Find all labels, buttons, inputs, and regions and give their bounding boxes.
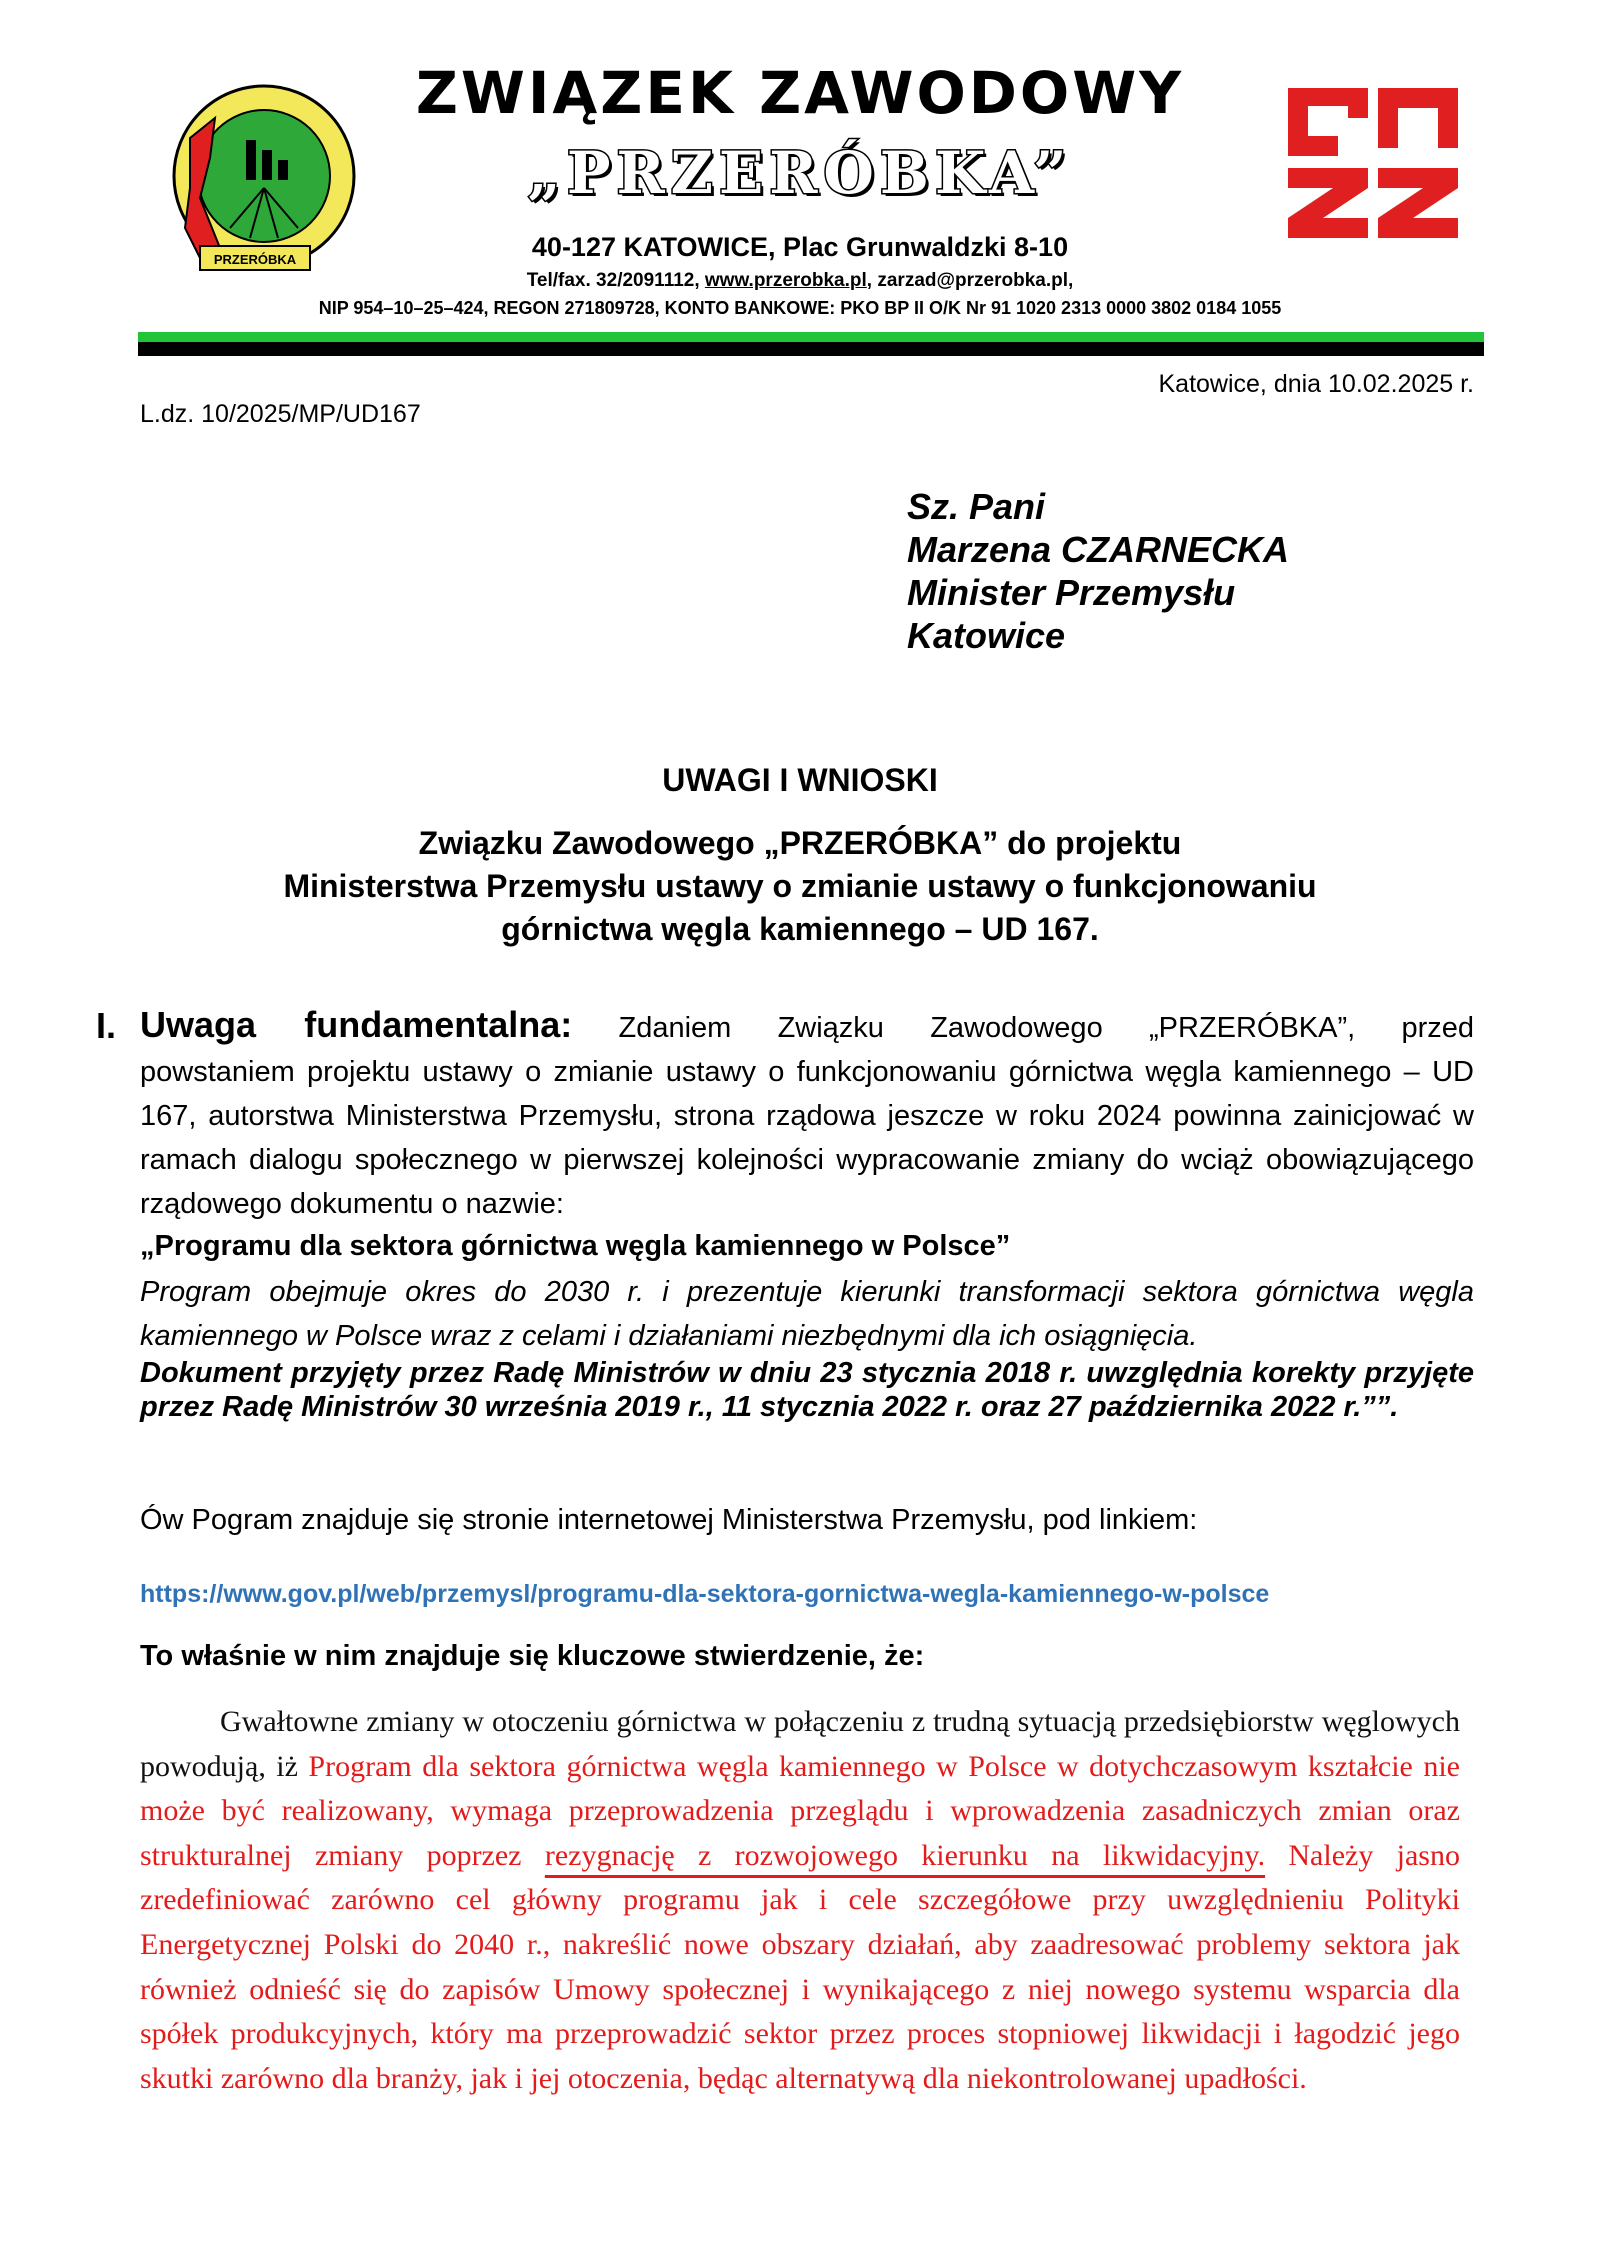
phone-text: Tel/fax. 32/2091112, (526, 270, 705, 291)
quote-red-part-1: Program dla sektora górnictwa węgla kamiennego w Polsce w dotychczasowym kształcie nie może być realizowany, wymaga przeprowadzenia przeglądu i wprowadzenia zasadniczych zmian oraz strukturalnej zmiany poprzez (140, 1749, 1460, 1872)
subheading-line-1: Związku Zawodowego „PRZERÓBKA” do projektu (418, 825, 1182, 861)
contact-line (140, 270, 1460, 292)
subheading-line-3: górnictwa węgla kamiennego – UD 167. (501, 911, 1099, 947)
program-name: „Programu dla sektora górnictwa węgla kamiennego w Polsce” (140, 1230, 1011, 1262)
organization-subname-text: „PRZERÓBKA” (527, 139, 1073, 207)
ozzz-logo-graphic (1278, 78, 1468, 238)
email-text: , zarzad@przerobka.pl, (866, 270, 1074, 291)
program-adoption-note: Dokument przyjęty przez Radę Ministrów w dniu 23 stycznia 2018 r. uwzględnia korekty przyjęte przez Radę Ministrów 30 września 2019 r., 11 stycznia 2022 r. oraz 27 października 2022 r.””. (140, 1357, 1474, 1423)
document-heading: UWAGI I WNIOSKI (662, 762, 938, 798)
program-url-link[interactable]: https://www.gov.pl/web/przemysl/programu-dla-sektora-gornictwa-wegla-kamiennego-w-polsce (140, 1580, 1270, 1608)
subheading-line-2: Ministerstwa Przemysłu ustawy o zmianie ustawy o funkcjonowaniu (283, 868, 1317, 904)
website-link[interactable]: www.przerobka.pl (704, 270, 867, 291)
header-divider-black (138, 342, 1484, 356)
quote-intro: Gwałtowne zmiany w otoczeniu górnictwa w połączeniu z trudną sytuacją przedsiębiorstw węglowych powodują, iż (140, 1705, 1460, 1783)
quote-underlined-phrase: rezygnację z rozwojowego kierunku na likwidacyjny. (544, 1838, 1266, 1872)
section-first-line-text: Zdaniem Związku Zawodowego „PRZERÓBKA”, przed (572, 1012, 1474, 1044)
recipient-block (907, 485, 1289, 657)
section-number: I. (96, 1005, 117, 1046)
recipient-title: Minister Przemysłu (907, 572, 1236, 613)
program-location-text: Ów Pogram znajduje się stronie internetowej Ministerstwa Przemysłu, pod linkiem: (140, 1504, 1198, 1536)
logo-label: PRZERÓBKA (213, 252, 297, 267)
section-lead: Uwaga fundamentalna: (140, 1004, 573, 1045)
registry-line: NIP 954–10–25–424, REGON 271809728, KONTO BANKOWE: PKO BP II O/K Nr 91 1020 2313 0000 3802 0184 1055 (318, 298, 1282, 318)
program-quote (140, 1700, 1460, 2101)
ozzz-logo (1278, 78, 1468, 238)
organization-name: ZWIĄZEK ZAWODOWY (415, 59, 1185, 127)
organization-subname (380, 138, 1220, 208)
address: 40-127 KATOWICE, Plac Grunwaldzki 8-10 (531, 232, 1069, 262)
header-divider-green (138, 332, 1484, 342)
key-statement-heading: To właśnie w nim znajduje się kluczowe stwierdzenie, że: (140, 1640, 925, 1672)
quote-red-part-2: Należy jasno zredefiniować zarówno cel główny programu jak i cele szczegółowe przy uwzględnieniu Polityki Energetycznej Polski do 2040 r., nakreślić nowe obszary działań, aby zaadresować problemy sektora jak również odnieść się do zapisów Umowy społecznej i wynikającego z niej nowego systemu wsparcia dla spółek produkcyjnych, który ma przeprowadzić sektor przez proces stopniowej likwidacji i łagodzić jego skutki zarówno dla branży, jak i jej otoczenia, będąc alternatywą dla niekontrolowanej upadłości. (140, 1838, 1460, 2095)
recipient-name: Marzena CZARNECKA (907, 529, 1290, 570)
recipient-salutation: Sz. Pani (907, 486, 1046, 527)
section-body-text: powstaniem projektu ustawy o zmianie ustawy o funkcjonowaniu górnictwa węgla kamiennego – UD 167, autorstwa Ministerstwa Przemysłu, strona rządowa jeszcze w roku 2024 powinna zainicjować w ramach dialogu społecznego w pierwszej kolejności wypracowanie zmiany do wciąż obowiązującego rządowego dokumentu o nazwie: (140, 1056, 1474, 1220)
section-first-line (140, 1003, 1474, 1050)
letter-date: Katowice, dnia 10.02.2025 r. (1158, 370, 1474, 398)
recipient-city: Katowice (907, 615, 1066, 656)
program-description: Program obejmuje okres do 2030 r. i prezentuje kierunki transformacji sektora górnictwa węgla kamiennego w Polsce wraz z celami i działaniami niezbędnymi dla ich osiągnięcia. (140, 1276, 1474, 1352)
document-subheading (140, 822, 1460, 951)
section-intro (140, 1003, 1474, 1226)
reference-number: L.dz. 10/2025/MP/UD167 (140, 400, 421, 428)
